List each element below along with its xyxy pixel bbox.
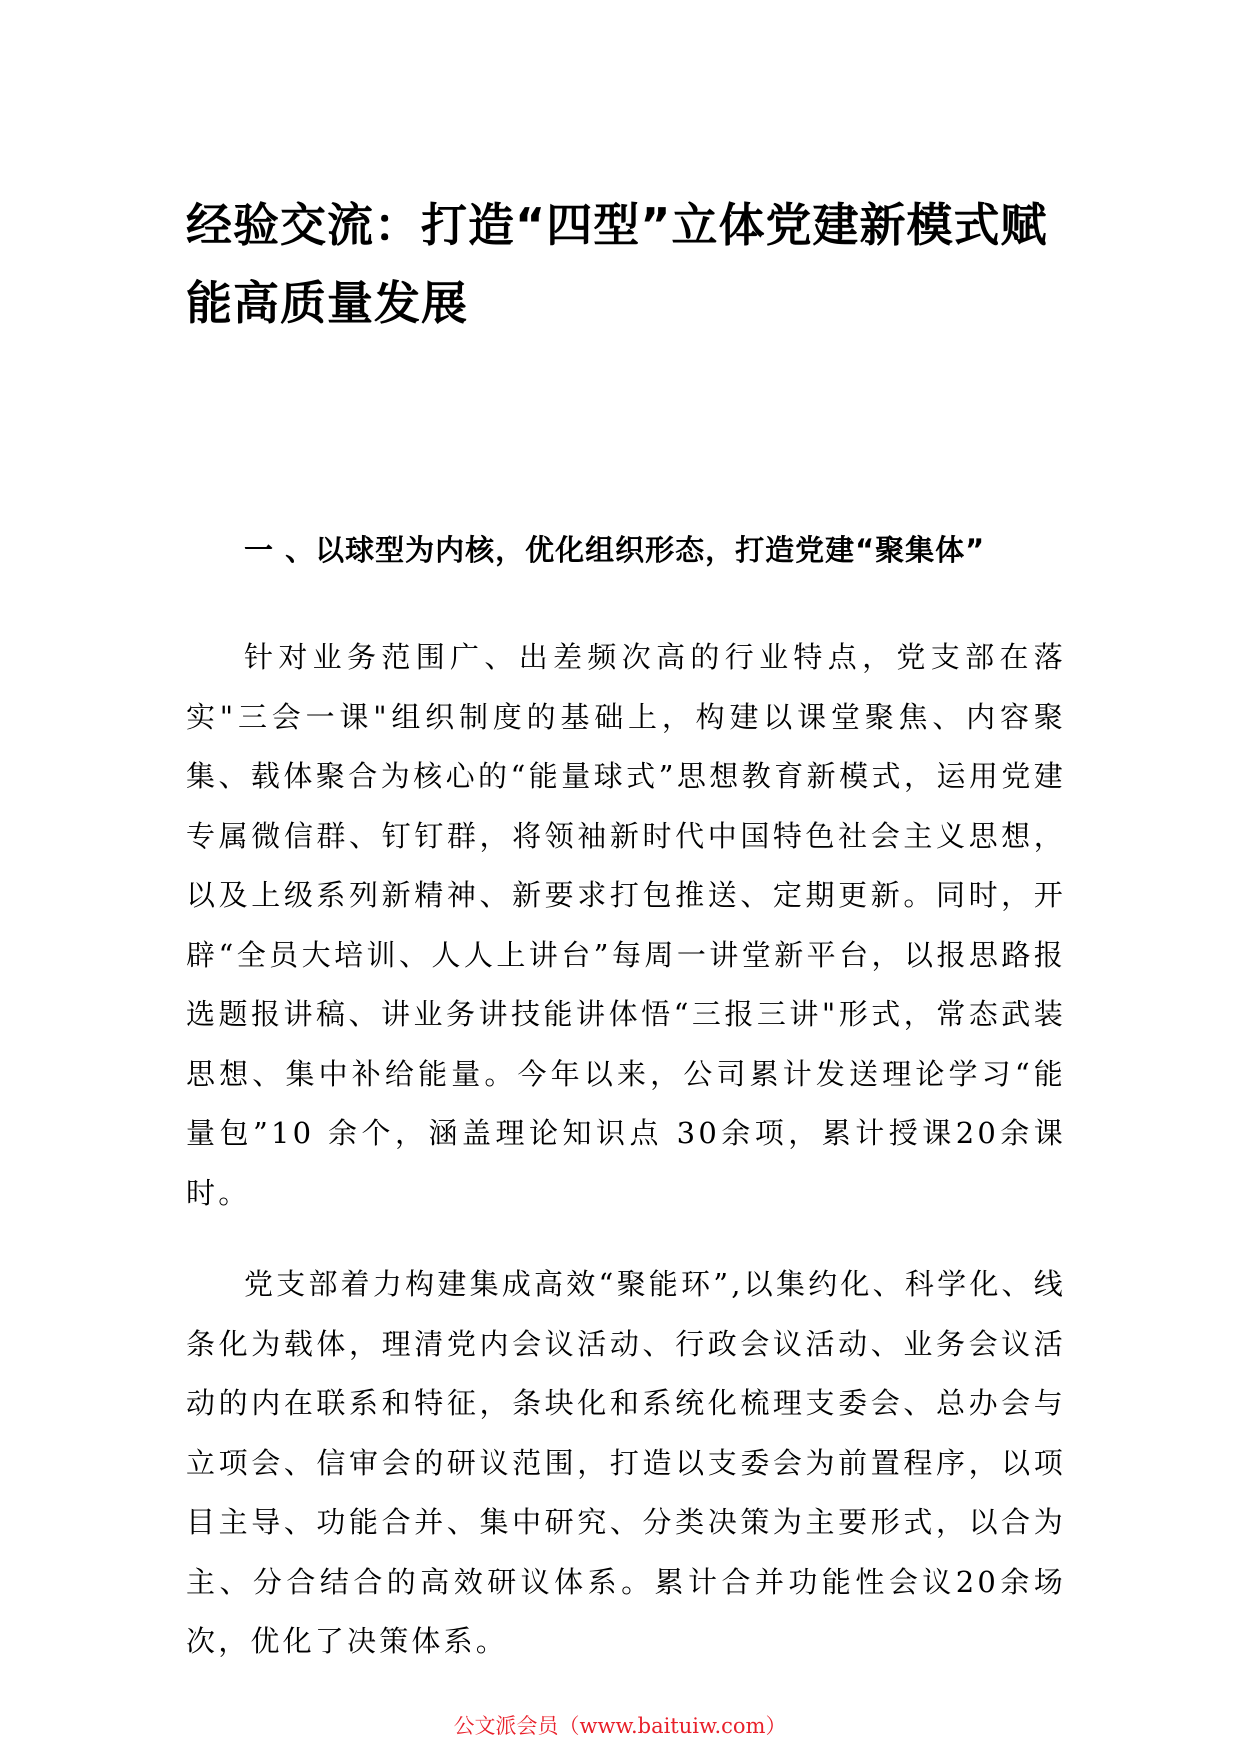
body-paragraph: 针对业务范围广、出差频次高的行业特点，党支部在落实"三会一课"组织制度的基础上，构建以课堂聚焦、内容聚集、载体聚合为核心的“能量球式”思想教育新模式，运用党建专属微信群、钉钉群，将领袖新时代中国特色社会主义思想，以及上级系列新精神、新要求打包推送、定期更新。同时，开辟“全员大培训、人人上讲台”每周一讲堂新平台，以报思路报选题报讲稿、讲业务讲技能讲体悟“三报三讲"形式，常态武装思想、集中补给能量。今年以来，公司累计发送理论学习“能量包”10 余个，涵盖理论知识点 30余项，累计授课20余课时。 bbox=[186, 640, 1067, 1210]
body-paragraph: 党支部着力构建集成高效“聚能环”,以集约化、科学化、线条化为载体，理清党内会议活动、行政会议活动、业务会议活动的内在联系和特征，条块化和系统化梳理支委会、总办会与立项会、信审会的研议范围，打造以支委会为前置程序，以项目主导、功能合并、集中研究、分类决策为主要形式，以合为主、分合结合的高效研议体系。累计合并功能性会议20余场次，优化了决策体系。 bbox=[186, 1267, 1066, 1658]
footer-watermark: 公文派会员（www.baituiw.com） bbox=[453, 1714, 787, 1738]
document-title: 经验交流：打造“四型”立体党建新模式赋能高质量发展 bbox=[186, 198, 1048, 330]
section-heading: 一 、以球型为内核，优化组织形态，打造党建“聚集体” bbox=[244, 533, 986, 567]
